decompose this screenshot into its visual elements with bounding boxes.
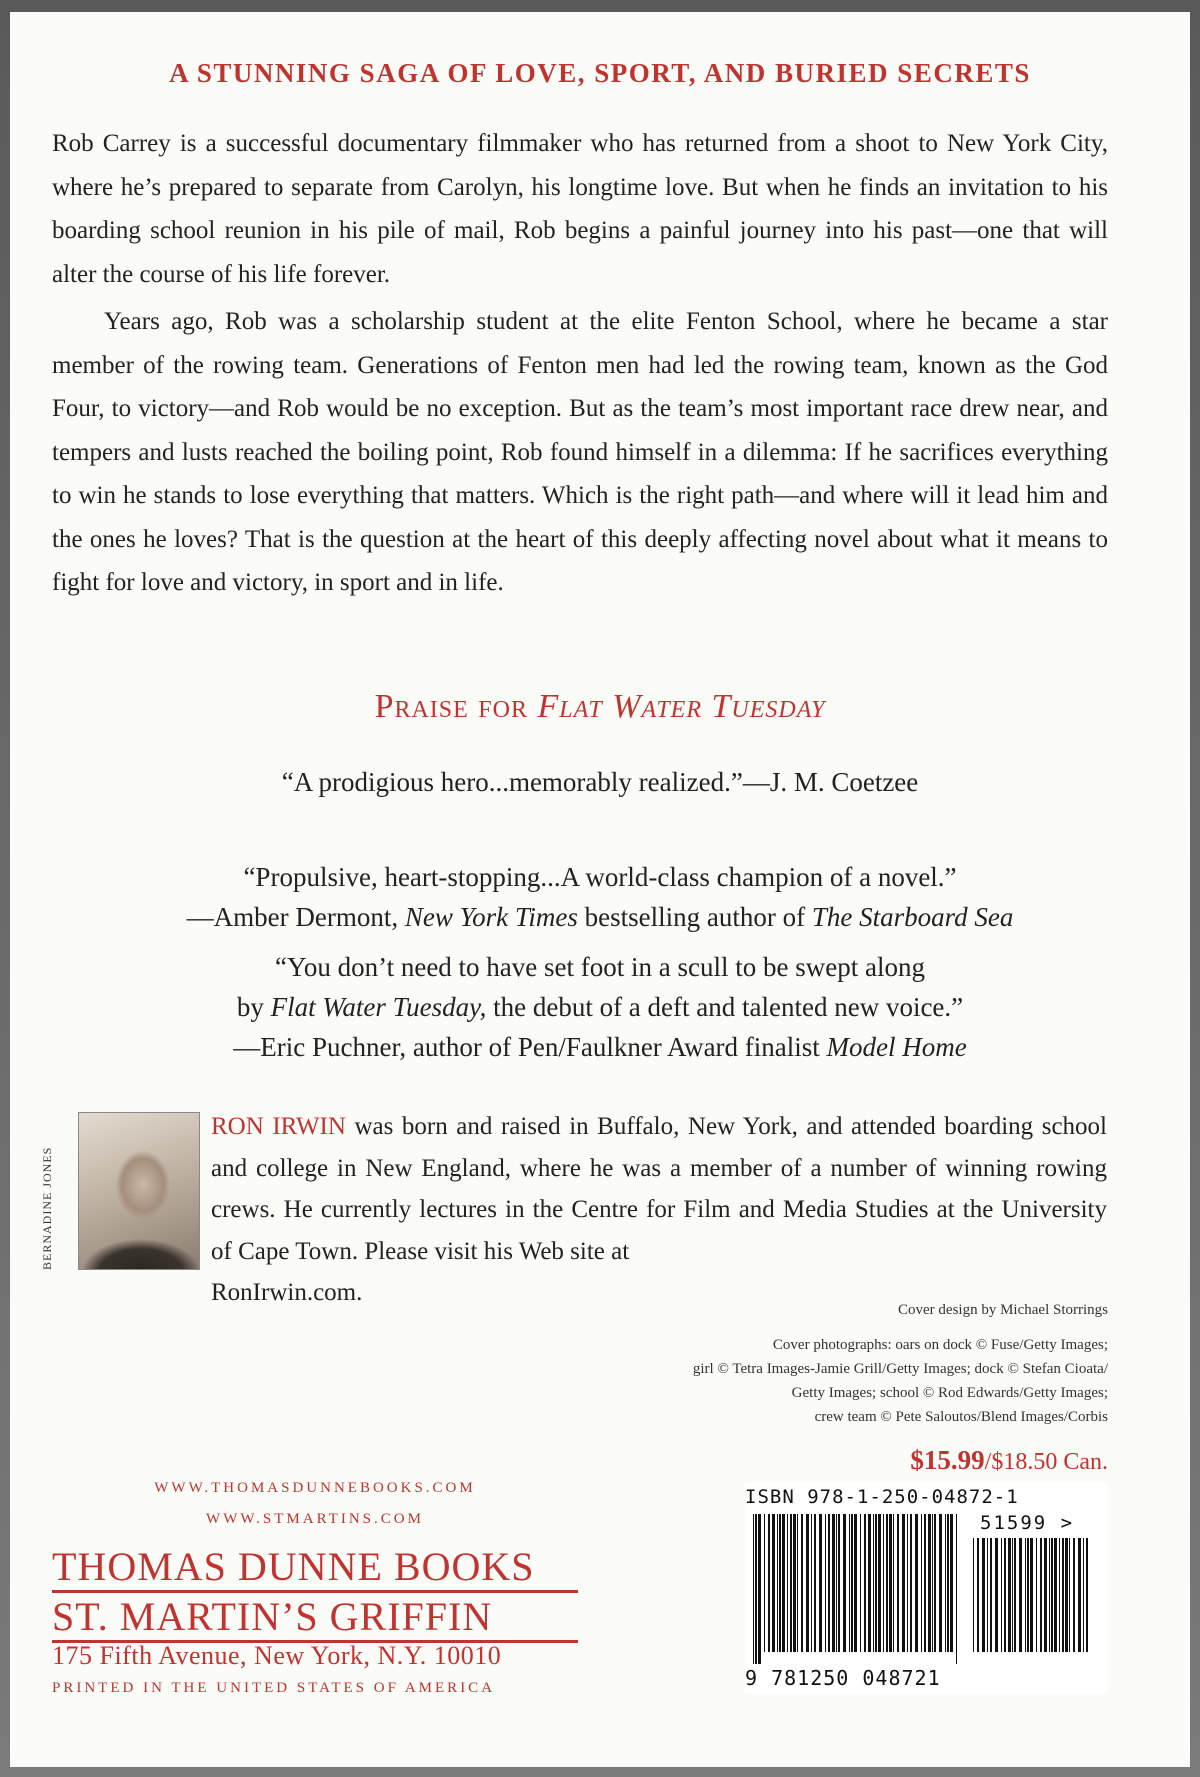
cover-photo-credits bbox=[540, 1333, 1108, 1429]
author-bio bbox=[211, 1106, 1107, 1314]
barcode-bar bbox=[1086, 1538, 1088, 1652]
barcode-bar bbox=[793, 1514, 796, 1652]
barcode-bar bbox=[797, 1514, 798, 1652]
barcode-bar bbox=[801, 1514, 803, 1652]
barcode-bar bbox=[907, 1514, 908, 1652]
barcode-bar bbox=[825, 1514, 826, 1652]
publisher-url-stmartins: WWW.STMARTINS.COM bbox=[206, 1511, 424, 1527]
barcode-bar bbox=[982, 1538, 985, 1652]
barcode-bar bbox=[854, 1514, 857, 1652]
quote-puchner-attribution bbox=[0, 1027, 1200, 1067]
puchner-line2-title: Flat Water Tuesday, bbox=[270, 992, 487, 1022]
barcode-bar bbox=[1019, 1538, 1022, 1652]
barcode-bar bbox=[1012, 1538, 1013, 1652]
barcode-bar bbox=[897, 1514, 899, 1652]
praise-heading-prefix: Praise for bbox=[374, 688, 538, 725]
praise-quote-coetzee bbox=[0, 762, 1200, 802]
photo-credits-line-3: Getty Images; school © Rod Edwards/Getty Images; bbox=[791, 1385, 1108, 1401]
price-us: $15.99 bbox=[910, 1445, 985, 1475]
barcode-bar bbox=[995, 1538, 998, 1652]
barcode-bar bbox=[1027, 1538, 1029, 1652]
barcode-bar bbox=[790, 1514, 792, 1652]
barcode-bar bbox=[843, 1514, 846, 1652]
barcode-bar bbox=[950, 1514, 953, 1652]
barcode-bar bbox=[1030, 1538, 1033, 1652]
blurb-paragraph-1: Rob Carrey is a successful documentary filmmaker who has returned from a shoot to New York City, where he’s prepared to separate from Carolyn, his longtime love. But when he finds an invitation to his boarding school reunion in his pile of mail, Rob begins a painful journey into his past—one that will alter the course of his life forever. bbox=[52, 130, 1108, 288]
barcode-bar bbox=[772, 1514, 775, 1652]
isbn-text: ISBN 978-1-250-04872-1 bbox=[745, 1486, 1019, 1508]
barcode-bar bbox=[1025, 1538, 1026, 1652]
barcode-bar bbox=[1078, 1538, 1081, 1652]
barcode-bar bbox=[836, 1514, 837, 1652]
barcode-main-bars bbox=[753, 1514, 961, 1664]
barcode-digits: 9 781250 048721 bbox=[745, 1666, 941, 1690]
barcode-bar bbox=[977, 1538, 979, 1652]
price bbox=[800, 1445, 1108, 1476]
puchner-line2-a: by bbox=[236, 992, 271, 1022]
author-photo-credit: BERNADINE JONES bbox=[40, 1146, 54, 1270]
barcode-bar bbox=[860, 1514, 861, 1652]
photo-credits-line-1: Cover photographs: oars on dock © Fuse/Getty Images; bbox=[772, 1337, 1108, 1353]
barcode-bar bbox=[921, 1514, 922, 1652]
author-name: RON IRWIN bbox=[211, 1113, 346, 1140]
barcode-bar bbox=[889, 1514, 892, 1652]
barcode-bar bbox=[973, 1538, 974, 1652]
barcode-bar bbox=[1044, 1538, 1047, 1652]
barcode-bar bbox=[755, 1514, 757, 1664]
barcode-bar bbox=[849, 1514, 850, 1652]
barcode-bar bbox=[902, 1514, 905, 1652]
imprint-st-martins: ST. MARTIN’S GRIFFIN bbox=[52, 1594, 493, 1639]
barcode-bar bbox=[1069, 1538, 1070, 1652]
quote-puchner-line-2 bbox=[0, 987, 1200, 1027]
praise-quote-puchner bbox=[0, 947, 1200, 1067]
barcode-bar bbox=[910, 1514, 912, 1652]
barcode-bar bbox=[764, 1514, 765, 1652]
barcode-bar bbox=[878, 1514, 881, 1652]
barcode-bar bbox=[987, 1538, 988, 1652]
barcode-bar bbox=[811, 1514, 812, 1652]
barcode-bar bbox=[886, 1514, 888, 1652]
barcode-bar bbox=[932, 1514, 933, 1652]
barcode-bar bbox=[1062, 1538, 1064, 1652]
puchner-attr-a: —Eric Puchner, author of Pen/Faulkner Award finalist bbox=[233, 1032, 827, 1062]
barcode-bar bbox=[915, 1514, 918, 1652]
author-photo bbox=[78, 1112, 200, 1270]
barcode-bar bbox=[814, 1514, 816, 1652]
cover-design-credit: Cover design by Michael Storrings bbox=[898, 1302, 1108, 1318]
author-website: RonIrwin.com. bbox=[211, 1279, 363, 1306]
blurb-paragraph-2: Years ago, Rob was a scholarship student at the elite Fenton School, where he became a star member of the rowing team. Generations of Fenton men had led the rowing team, known as the God Four, to victory—and Rob would be no exception. But as the team’s most important race drew near, and tempers and lusts reached the boiling point, Rob found himself in a dilemma: If he sacrifices everything to win he stands to lose everything that matters. Which is the right path—and where will it lead him and the ones he loves? That is the question at the heart of this deeply affecting novel about what it means to fight for love and victory, in sport and in life. bbox=[52, 308, 1108, 596]
barcode-bar bbox=[806, 1514, 809, 1652]
barcode-bar bbox=[787, 1514, 788, 1652]
dermont-attr-c: bestselling author of bbox=[577, 902, 812, 932]
barcode-bar bbox=[947, 1514, 949, 1652]
barcode-bar bbox=[883, 1514, 884, 1652]
barcode-bar bbox=[832, 1514, 835, 1652]
barcode-bar bbox=[924, 1514, 926, 1652]
author-bio-text: was born and raised in Buffalo, New York, and attended boarding school and college in New England, where he was a member of a number of winning rowing crews. He currently lectures in the Centre for Film and Media Studies at the University of Cape Town. Please visit his Web site at bbox=[211, 1113, 1107, 1265]
quote-dermont-attribution bbox=[0, 897, 1200, 937]
barcode-bar bbox=[945, 1514, 946, 1652]
price-can: /$18.50 Can. bbox=[984, 1449, 1108, 1475]
barcode-bar bbox=[782, 1514, 785, 1652]
praise-heading-title: Flat Water Tuesday bbox=[537, 688, 826, 725]
barcode-bar bbox=[928, 1514, 931, 1652]
barcode-bar bbox=[1073, 1538, 1075, 1652]
barcode-bar bbox=[758, 1514, 761, 1664]
barcode-bar bbox=[1008, 1538, 1011, 1652]
barcode-bar bbox=[753, 1514, 754, 1664]
barcode-bar bbox=[1004, 1538, 1006, 1652]
printed-in-usa: PRINTED IN THE UNITED STATES OF AMERICA bbox=[52, 1680, 496, 1696]
barcode-bar bbox=[939, 1514, 942, 1652]
barcode-bar bbox=[1040, 1538, 1042, 1652]
barcode-bar bbox=[1036, 1538, 1037, 1652]
quote-puchner-line-1: “You don’t need to have set foot in a scull to be swept along bbox=[275, 952, 925, 982]
barcode-bar bbox=[1049, 1538, 1050, 1652]
photo-credits-line-2: girl © Tetra Images-Jamie Grill/Getty Images; dock © Stefan Cioata/ bbox=[692, 1361, 1108, 1377]
barcode-bar bbox=[868, 1514, 871, 1652]
tagline: A STUNNING SAGA OF LOVE, SPORT, AND BURIED SECRETS bbox=[169, 58, 1031, 88]
dermont-attr-nyt: New York Times bbox=[404, 902, 578, 932]
quote-coetzee-text: “A prodigious hero...memorably realized.”—J. M. Coetzee bbox=[281, 767, 919, 797]
barcode-bar bbox=[838, 1514, 840, 1652]
dermont-attr-a: —Amber Dermont, bbox=[186, 902, 405, 932]
photo-credits-line-4: crew team © Pete Saloutos/Blend Images/Corbis bbox=[814, 1409, 1108, 1425]
barcode-bar bbox=[864, 1514, 866, 1652]
barcode-bar bbox=[1051, 1538, 1053, 1652]
barcode-bar bbox=[934, 1514, 936, 1652]
publisher-url-thomasdunne: WWW.THOMASDUNNEBOOKS.COM bbox=[154, 1480, 476, 1496]
barcode-addon-bars bbox=[973, 1538, 1093, 1664]
barcode-bar bbox=[1065, 1538, 1068, 1652]
book-blurb bbox=[52, 122, 1108, 605]
isbn-barcode bbox=[745, 1482, 1108, 1694]
barcode-bar bbox=[893, 1514, 894, 1652]
barcode-bar bbox=[828, 1514, 830, 1652]
imprint-thomas-dunne: THOMAS DUNNE BOOKS bbox=[52, 1544, 535, 1589]
quote-dermont-text: “Propulsive, heart-stopping...A world-class champion of a novel.” bbox=[243, 862, 957, 892]
barcode-bar bbox=[777, 1514, 778, 1652]
praise-quote-dermont bbox=[0, 857, 1200, 937]
barcode-bar bbox=[1001, 1538, 1002, 1652]
barcode-bar bbox=[851, 1514, 853, 1652]
dermont-attr-book: The Starboard Sea bbox=[811, 902, 1014, 932]
barcode-bar bbox=[990, 1538, 992, 1652]
barcode-bar bbox=[1059, 1538, 1060, 1652]
barcode-bar bbox=[1083, 1538, 1084, 1652]
barcode-bar bbox=[956, 1514, 957, 1664]
puchner-attr-book: Model Home bbox=[826, 1032, 967, 1062]
puchner-line2-c: the debut of a deft and talented new voice.” bbox=[486, 992, 964, 1022]
barcode-bar bbox=[768, 1514, 770, 1652]
barcode-addon-text: 51599 > bbox=[980, 1512, 1075, 1534]
barcode-bar bbox=[1054, 1538, 1057, 1652]
barcode-bar bbox=[779, 1514, 781, 1652]
publisher-address: 175 Fifth Avenue, New York, N.Y. 10010 bbox=[52, 1641, 502, 1670]
praise-heading bbox=[0, 688, 1200, 726]
barcode-bar bbox=[873, 1514, 874, 1652]
barcode-bar bbox=[875, 1514, 877, 1652]
barcode-bar bbox=[819, 1514, 822, 1652]
barcode-bar bbox=[1014, 1538, 1016, 1652]
